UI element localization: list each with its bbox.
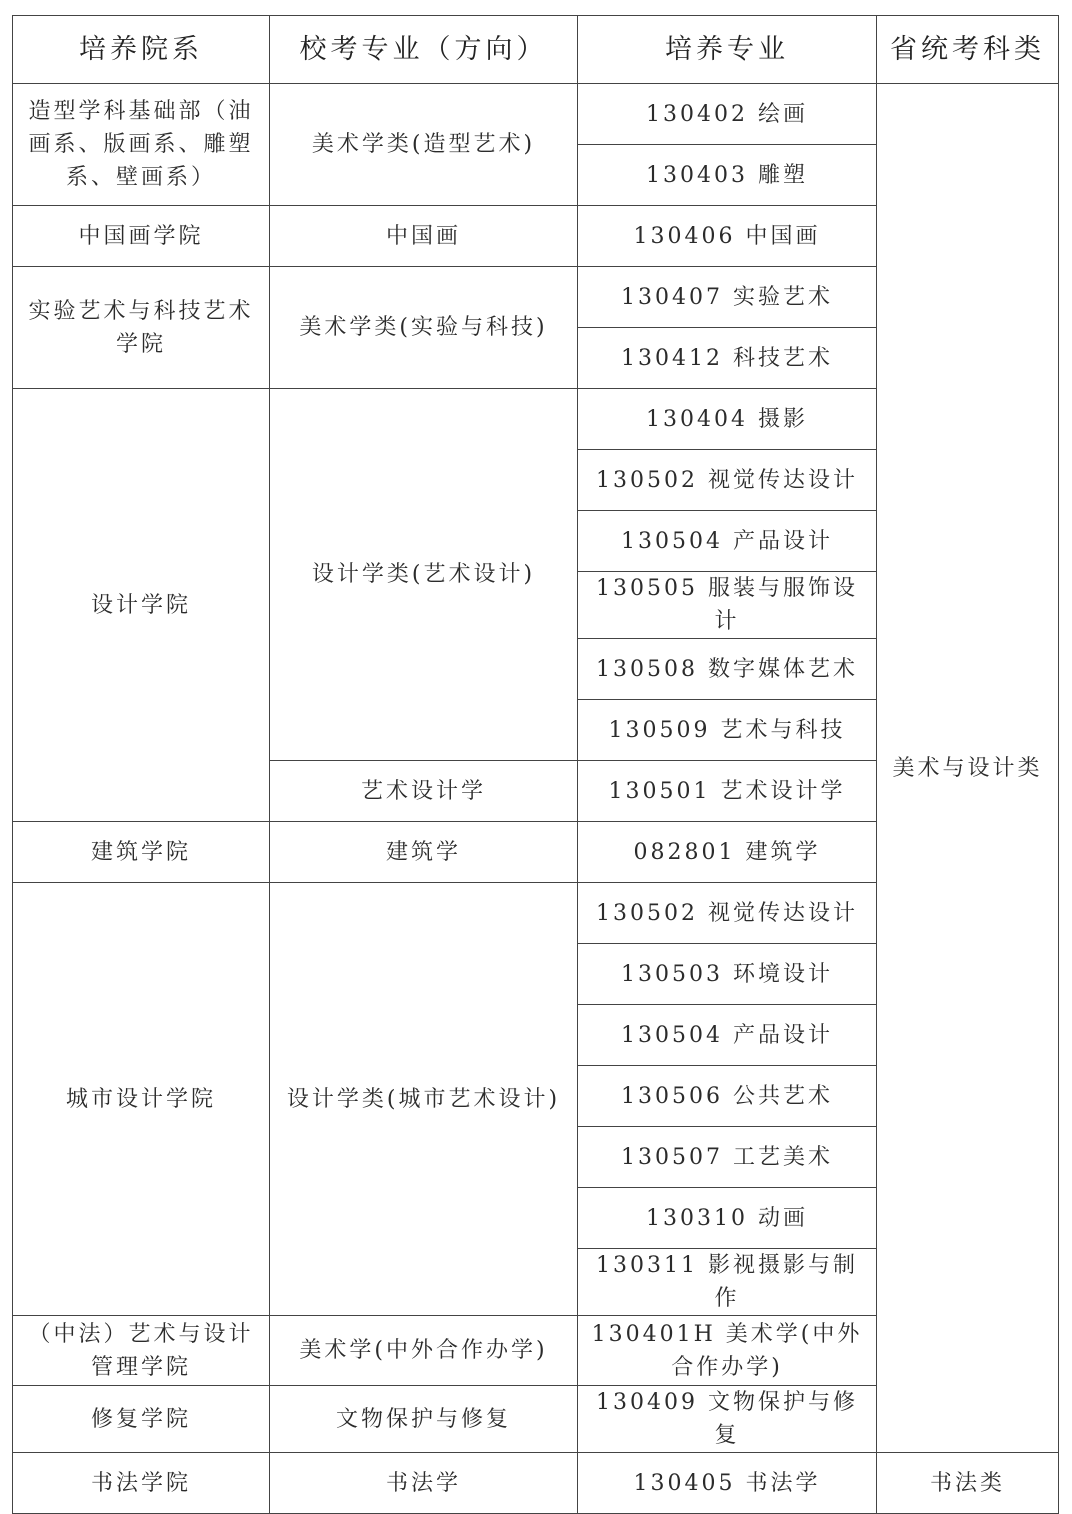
college-cell: 书法学院 bbox=[13, 1453, 270, 1514]
college-cell: 设计学院 bbox=[13, 389, 270, 822]
exam-major-cell: 设计学类(城市艺术设计) bbox=[270, 883, 578, 1316]
header-major: 培养专业 bbox=[578, 16, 877, 84]
major-cell: 130501 艺术设计学 bbox=[578, 761, 877, 822]
major-cell: 130507 工艺美术 bbox=[578, 1127, 877, 1188]
college-cell: 建筑学院 bbox=[13, 822, 270, 883]
majors-table bbox=[12, 15, 1059, 1514]
exam-major-cell: 美术学类(实验与科技) bbox=[270, 267, 578, 389]
exam-major-cell: 美术学(中外合作办学) bbox=[270, 1316, 578, 1386]
header-category: 省统考科类 bbox=[877, 16, 1059, 84]
major-cell: 130406 中国画 bbox=[578, 206, 877, 267]
college-cell: 城市设计学院 bbox=[13, 883, 270, 1316]
major-cell: 130504 产品设计 bbox=[578, 1005, 877, 1066]
header-college: 培养院系 bbox=[13, 16, 270, 84]
exam-major-cell: 设计学类(艺术设计) bbox=[270, 389, 578, 761]
major-cell: 130405 书法学 bbox=[578, 1453, 877, 1514]
exam-major-cell: 文物保护与修复 bbox=[270, 1386, 578, 1453]
exam-major-cell: 建筑学 bbox=[270, 822, 578, 883]
major-cell: 130502 视觉传达设计 bbox=[578, 450, 877, 511]
major-cell: 130404 摄影 bbox=[578, 389, 877, 450]
table-row bbox=[13, 1453, 1059, 1514]
category-cell: 书法类 bbox=[877, 1453, 1059, 1514]
college-cell: 修复学院 bbox=[13, 1386, 270, 1453]
header-row bbox=[13, 16, 1059, 84]
major-cell: 130505 服装与服饰设计 bbox=[578, 572, 877, 639]
major-cell: 130508 数字媒体艺术 bbox=[578, 639, 877, 700]
major-cell: 130403 雕塑 bbox=[578, 145, 877, 206]
major-cell: 130412 科技艺术 bbox=[578, 328, 877, 389]
major-cell: 130402 绘画 bbox=[578, 84, 877, 145]
major-cell: 130310 动画 bbox=[578, 1188, 877, 1249]
college-cell: 实验艺术与科技艺术学院 bbox=[13, 267, 270, 389]
major-cell: 130311 影视摄影与制作 bbox=[578, 1249, 877, 1316]
category-cell: 美术与设计类 bbox=[877, 84, 1059, 1453]
header-exam-major: 校考专业（方向） bbox=[270, 16, 578, 84]
college-cell: （中法）艺术与设计管理学院 bbox=[13, 1316, 270, 1386]
major-cell: 130502 视觉传达设计 bbox=[578, 883, 877, 944]
major-cell: 130504 产品设计 bbox=[578, 511, 877, 572]
exam-major-cell: 美术学类(造型艺术) bbox=[270, 84, 578, 206]
major-cell: 130509 艺术与科技 bbox=[578, 700, 877, 761]
major-cell: 082801 建筑学 bbox=[578, 822, 877, 883]
major-cell: 130503 环境设计 bbox=[578, 944, 877, 1005]
exam-major-cell: 艺术设计学 bbox=[270, 761, 578, 822]
major-cell: 130506 公共艺术 bbox=[578, 1066, 877, 1127]
college-cell: 造型学科基础部（油画系、版画系、雕塑系、壁画系） bbox=[13, 84, 270, 206]
exam-major-cell: 书法学 bbox=[270, 1453, 578, 1514]
exam-major-cell: 中国画 bbox=[270, 206, 578, 267]
college-cell: 中国画学院 bbox=[13, 206, 270, 267]
major-cell: 130409 文物保护与修复 bbox=[578, 1386, 877, 1453]
major-cell: 130401H 美术学(中外合作办学) bbox=[578, 1316, 877, 1386]
major-cell: 130407 实验艺术 bbox=[578, 267, 877, 328]
table-row bbox=[13, 84, 1059, 145]
